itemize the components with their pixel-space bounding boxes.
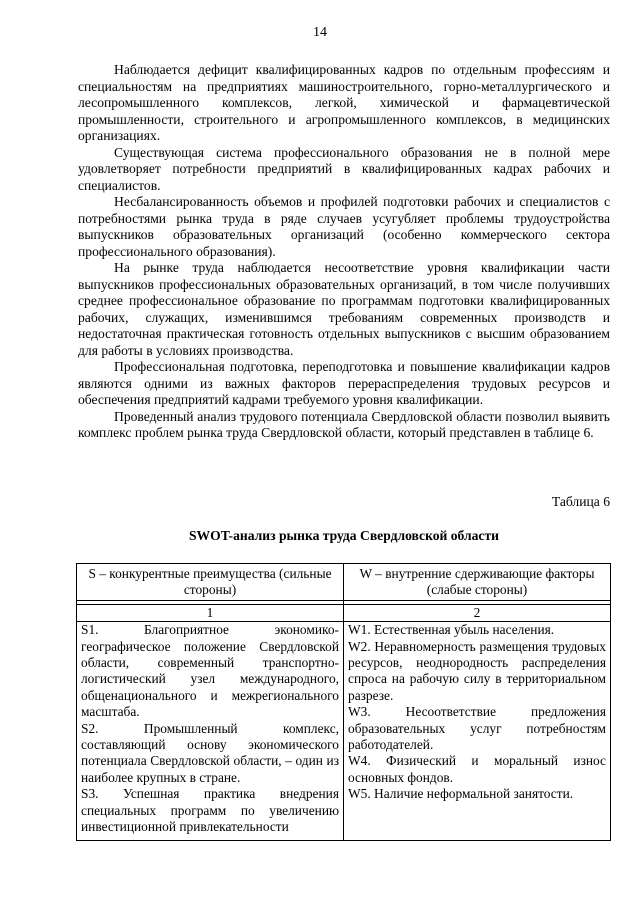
weakness-item: W1. Естественная убыль населения. (348, 622, 555, 638)
column-number-2: 2 (344, 604, 611, 621)
weakness-item: W4. Физический и моральный износ основных фондов. (348, 753, 606, 785)
swot-table (76, 563, 611, 841)
paragraph: Существующая система профессионального образования не в полной мере удовлетворяет потребности предприятий в квалифицированных кадрах рабочих и специалистов. (78, 144, 610, 193)
weaknesses-cell (344, 622, 611, 841)
strength-item: S2. Промышленный комплекс, составляющий основу экономического потенциала Свердловской области, – один из наиболее крупных в стране. (81, 720, 339, 785)
paragraph: Наблюдается дефицит квалифицированных кадров по отдельным профессиям и специальностям на предприятиях машиностроительного, горно-металлургического и лесопромышленного комплексов, легкой, химической и фармацевтической промышленности, строительного и агропромышленного комплексов, в медицинских организациях. (78, 62, 610, 143)
column-number-1: 1 (77, 604, 344, 621)
weaknesses-header: W – внутренние сдерживающие факторы (слабые стороны) (344, 564, 611, 601)
page-number: 14 (313, 25, 327, 40)
table-header-row (77, 564, 611, 601)
strengths-header: S – конкурентные преимущества (сильные стороны) (77, 564, 344, 601)
table-number-row (77, 604, 611, 621)
paragraph: Проведенный анализ трудового потенциала Свердловской области позволил выявить комплекс проблем рынка труда Свердловской области, который представлен в таблице 6. (78, 408, 610, 440)
table-title: SWOT-анализ рынка труда Свердловской области (189, 528, 499, 543)
strength-item: S1. Благоприятное экономико-географическое положение Свердловской области, современный транспортно-логистический узел международного, общенационального и межрегионального масштаба. (81, 622, 339, 720)
strengths-cell (77, 622, 344, 841)
paragraph: Профессиональная подготовка, переподготовка и повышение квалификации кадров являются одними из важных факторов перераспределения трудовых ресурсов и обеспечения предприятий кадрами требуемого уровня квалификации. (78, 359, 610, 407)
weakness-item: W2. Неравномерность размещения трудовых ресурсов, неоднородность распределения спроса на рабочую силу в территориальном разрезе. (348, 638, 606, 703)
weakness-item: W5. Наличие неформальной занятости. (348, 786, 574, 802)
paragraph: Несбалансированность объемов и профилей подготовки рабочих и специалистов с потребностями рынка труда в ряде случаев усугубляет проблемы трудоустройства выпускников образовательных организаций (особенно коммерческого сектора профессионального образования). (78, 194, 610, 259)
body-text (78, 62, 610, 442)
table-body-row (77, 622, 611, 841)
paragraph: На рынке труда наблюдается несоответствие уровня квалификации части выпускников профессиональных образовательных организаций, в том числе получивших среднее профессиональное образование по программам подготовки квалифицированных рабочих, служащих, изменившимся требованиям современных производств и недостаточная практическая готовность отдельных выпускников с высшим образованием для работы в условиях производства. (78, 260, 610, 358)
weakness-item: W3. Несоответствие предложения образовательных услуг потребностям работодателей. (348, 704, 606, 753)
table-caption: Таблица 6 (551, 494, 610, 509)
strength-item: S3. Успешная практика внедрения специальных программ по увеличению инвестиционной привлекательности (81, 786, 339, 835)
